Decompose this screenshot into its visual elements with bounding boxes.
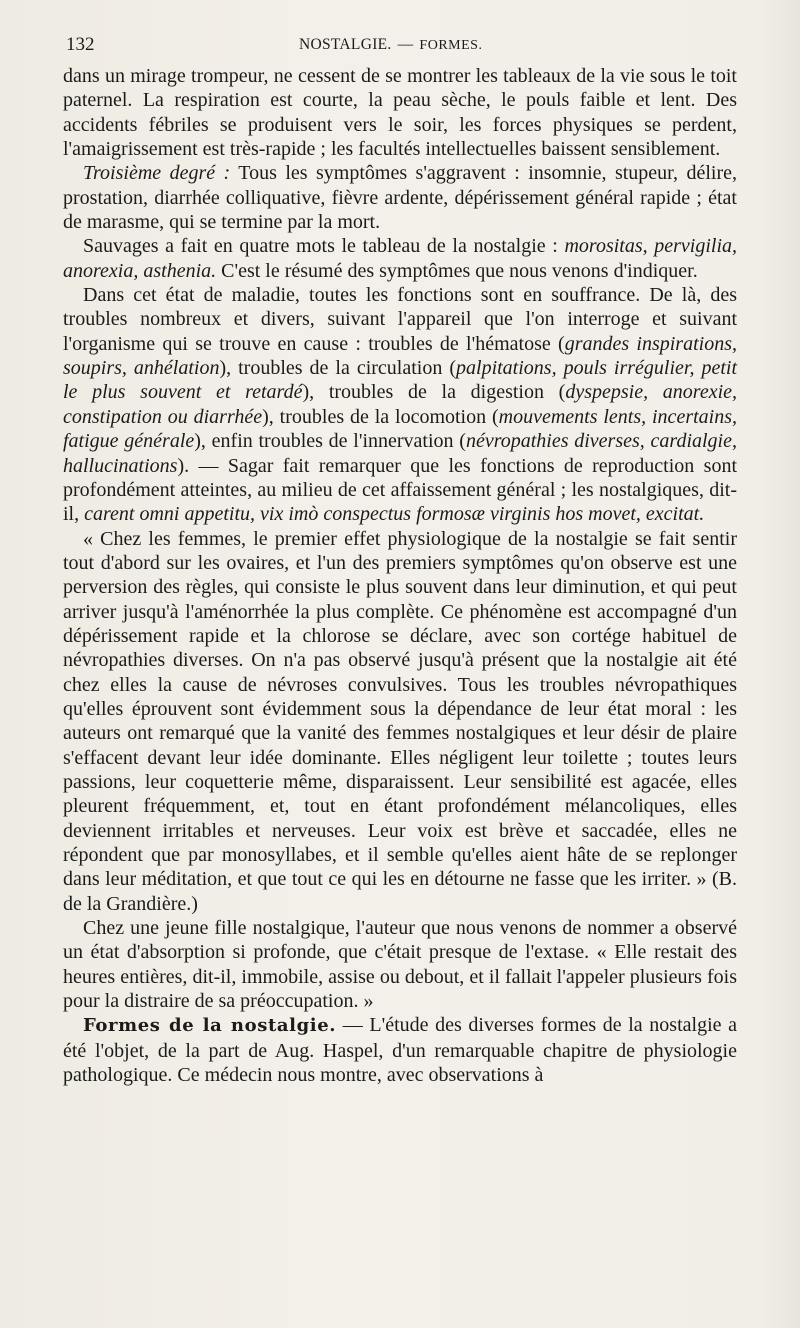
section-heading: Formes de la nostalgie. [83, 1015, 337, 1037]
italic-text: Troisième degré : [83, 162, 231, 185]
text-run: ), troubles de la circulation ( [219, 357, 457, 380]
running-title [299, 36, 482, 54]
text-run: ), enfin troubles de l'innervation ( [194, 430, 466, 453]
body-text [63, 64, 737, 1087]
italic-text: morositas, pervigilia, anorexia, asthenia. [63, 235, 737, 282]
paragraph [63, 64, 737, 161]
italic-text: dyspepsie, anorexie, constipation ou diarrhée [63, 381, 738, 428]
running-title-dash: — [397, 36, 414, 53]
text-run: ), troubles de la digestion ( [302, 381, 566, 404]
text-run: dans un mirage trompeur, ne cessent de se montrer les tableaux de la vie sous le toit paternel. La respiration est courte, la peau sèche, le pouls faible et lent. Des accidents fébriles se produisent vers le soir, les forces physiques se perdent, l'amaigrissement est très-rapide ; les facultés intellectuelles baissent sensiblement. [63, 65, 737, 161]
page-number: 132 [66, 34, 95, 55]
paragraph [63, 1013, 737, 1087]
text-run: « Chez les femmes, le premier effet physiologique de la nostalgie se fait sentir tout d'abord sur les ovaires, et l'un des premiers symptômes qu'on observe est une perversion des règles, qui consiste le plus souvent dans leur diminution, et qui peut arriver jusqu'à l'aménorrhée la plus complète. Ce phénomène est accompagné d'un dépérissement rapide et la chlorose se déclare, avec son cortége habituel de névropathies diverses. On n'a pas observé jusqu'à présent que la nostalgie ait été chez elles la cause de névroses convulsives. Tous les troubles névropathiques qu'elles éprouvent sont évidemment sous la dépendance de leur état moral : les auteurs ont remarqué que la vanité des femmes nostalgiques et leur désir de plaire s'effacent devant leur idée dominante. Elles négligent leur toilette ; toutes leurs passions, leur coquetterie même, disparaissent. Leur sensibilité est agacée, elles pleurent fréquemment, et, tout en étant profondément mélancoliques, elles deviennent irritables et nerveuses. Leur voix est brève et saccadée, elles ne répondent que par monosyllabes, et il semble qu'elles aient hâte de se replonger dans leur méditation, et que tout ce qui les en détourne ne fasse que les irriter. » (B. de la Grandière.) [63, 527, 737, 915]
paragraph [63, 283, 737, 526]
text-run: Tous les symptômes s'aggravent : insomnie, stupeur, délire, prostation, diarrhée colliquative, fièvre ardente, dépérissement général rapide ; état de marasme, qui se termine par la mort. [63, 162, 738, 234]
paragraph [63, 234, 737, 283]
text-run: ), troubles de la locomotion ( [262, 405, 499, 428]
text-run: — L'étude des diverses formes de la nostalgie a été l'objet, de la part de Aug. Haspel, d'un remarquable chapitre de physiologie pathologique. Ce médecin nous montre, avec observations à [63, 1014, 737, 1087]
text-run: Chez une jeune fille nostalgique, l'auteur que nous venons de nommer a observé un état d'absorption si profonde, que c'était presque de l'extase. « Elle restait des heures entières, dit-il, immobile, assise ou debout, et il fallait l'appeler plusieurs fois pour la distraire de sa préoccupation. » [63, 917, 737, 1013]
page-header [66, 34, 736, 60]
italic-text: palpitations, pouls irrégulier, petit le plus souvent et retardé [63, 357, 738, 404]
text-run: Sauvages a fait en quatre mots le tableau de la nostalgie : [83, 235, 565, 258]
italic-text: névropathies diverses, cardialgie, hallucinations [63, 430, 737, 477]
italic-text: grandes inspirations, soupirs, anhélation [63, 332, 737, 380]
italic-text: carent omni appetitu, vix imò conspectus formosæ virginis hos movet, excitat. [84, 503, 705, 526]
paragraph [63, 916, 737, 1013]
text-run: C'est le résumé des symptômes que nous venons d'indiquer. [216, 259, 698, 282]
paragraph [63, 161, 737, 234]
running-title-main: NOSTALGIE. [299, 36, 392, 53]
running-title-sub: FORMES. [419, 38, 483, 53]
italic-text: mouvements lents, incertains, fatigue générale [63, 405, 737, 453]
text-run: Dans cet état de maladie, toutes les fonctions sont en souffrance. De là, des troubles nombreux et divers, suivant l'appareil que l'on interroge et suivant l'organisme qui se trouve en cause : troubles de l'hématose ( [63, 284, 737, 355]
paragraph [63, 527, 737, 917]
page-gutter-shadow [760, 0, 800, 1328]
text-run: ). — Sagar fait remarquer que les fonctions de reproduction sont profondément atteintes, au milieu de cet affaissement général ; les nostalgiques, dit-il, [63, 454, 737, 526]
